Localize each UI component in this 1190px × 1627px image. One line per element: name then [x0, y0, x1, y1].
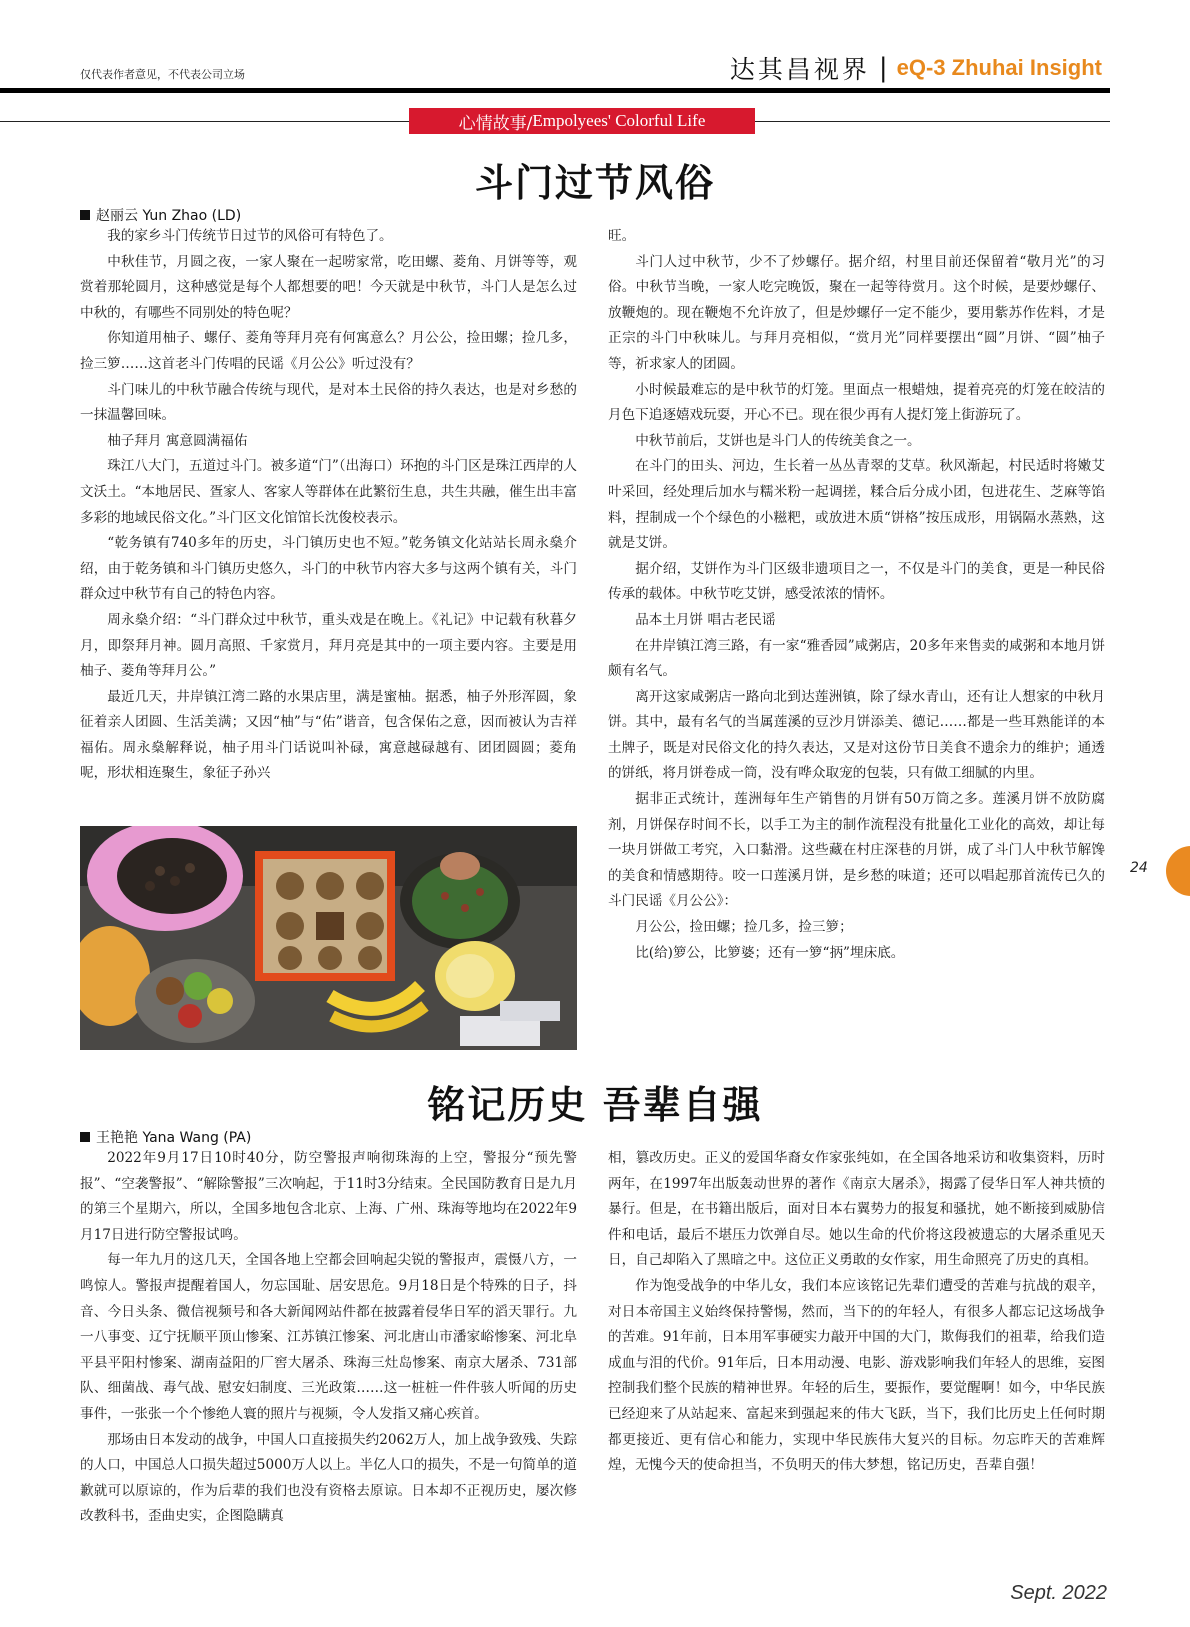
disclaimer: 仅代表作者意见，不代表公司立场: [80, 68, 245, 81]
section-label: [409, 108, 755, 134]
paragraph: 中秋佳节，月圆之夜，一家人聚在一起唠家常，吃田螺、菱角、月饼等等，观赏着那轮圆月，这种感觉是每个人都想要的吧！今天就是中秋节，斗门人是怎么过中秋的，有哪些不同别处的特色呢？: [80, 253, 577, 321]
subheading: 品本土月饼 唱古老民谣: [635, 611, 776, 628]
paragraph: 我的家乡斗门传统节日过节的风俗可有特色了。: [107, 228, 393, 244]
paragraph: 周永燊介绍：“斗门群众过中秋节，重头戏是在晚上。《礼记》中记载有秋暮夕月，即祭拜月神。圆月高照、千家赏月，拜月亮是其中的一项主要内容。主要是用柚子、菱角等拜月公。”: [80, 611, 577, 680]
article2-author: 王艳艳 Yana Wang (PA): [96, 1130, 252, 1146]
folk-rhyme-line: 月公公，捡田螺；捡几多，捡三箩；: [635, 919, 853, 936]
article2-title: 铭记历史 吾辈自强: [427, 1082, 763, 1127]
issue-date: Sept. 2022: [1010, 1582, 1107, 1604]
paragraph: 据非正式统计，莲洲每年生产销售的月饼有50万筒之多。莲溪月饼不放防腐剂，月饼保存时间不长，以手工为主的制作流程没有批量化工业化的高效，却让每一块月饼做工考究，入口黏滑。这些藏在村庄深巷的月饼，成了斗门人中秋节解馋的美食和情感期待。咬一口莲溪月饼，是乡愁的味道；还可以唱起那首流传已久的斗门民谣《月公公》：: [608, 791, 1105, 910]
paragraph: 据介绍，艾饼作为斗门区级非遗项目之一，不仅是斗门的美食，更是一种民俗传承的载体。中秋节吃艾饼，感受浓浓的情怀。: [608, 560, 1105, 603]
article2-left-column: [80, 1146, 577, 1530]
section-label-cn: 心情故事/: [458, 113, 533, 134]
byline-square-icon: [80, 210, 90, 220]
brand-chinese: 达其昌视界: [729, 55, 870, 84]
paragraph: “乾务镇有740多年的历史，斗门镇历史也不短。”乾务镇文化站站长周永燊介绍，由于乾务镇和斗门镇历史悠久，斗门的中秋节内容大多与这两个镇有关，斗门群众过中秋节有自己的特色内容。: [80, 535, 577, 603]
section-label-en: Empolyees' Colorful Life: [532, 111, 706, 130]
article1-byline: [80, 205, 241, 225]
paragraph: 最近几天，井岸镇江湾二路的水果店里，满是蜜柚。据悉，柚子外形浑圆，象征着亲人团圆、生活美满；又因“柚”与“佑”谐音，包含保佑之意，因而被认为吉祥福佑。周永燊解释说，柚子用斗门话说叫补碌，寓意越碌越有、团团圆圆；菱角呢，形状相连聚生，象征子孙兴: [80, 688, 577, 782]
paragraph: 小时候最难忘的是中秋节的灯笼。里面点一根蜡烛，提着亮亮的灯笼在皎洁的月色下追逐嬉戏玩耍，开心不已。现在很少再有人提灯笼上街游玩了。: [608, 381, 1105, 424]
article1-author: 赵丽云 Yun Zhao (LD): [96, 208, 242, 224]
article2-byline: [80, 1127, 251, 1147]
article1-title: 斗门过节风俗: [474, 160, 715, 205]
paragraph: 每一年九月的这几天，全国各地上空都会回响起尖锐的警报声，震慑八方，一鸣惊人。警报声提醒着国人，勿忘国耻、居安思危。9月18日是个特殊的日子，抖音、今日头条、微信视频号和各大新闻网站件都在披露着侵华日军的滔天罪行。九一八事变、辽宁抚顺平顶山惨案、江苏镇江惨案、河北唐山市潘家峪惨案、河北阜平县平阳村惨案、湖南益阳的厂窖大屠杀、珠海三灶岛惨案、南京大屠杀、731部队、细菌战、毒气战、慰安妇制度、三光政策……这一桩桩一件件骇人听闻的历史事件，一张张一个个惨绝人寰的照片与视频，令人发指又痛心疾首。: [80, 1252, 577, 1422]
article1-right-column: [608, 224, 1105, 966]
header-thick-rule: [0, 88, 1110, 93]
paragraph: 珠江八大门，五道过斗门。被多道“门”（出海口）环抱的斗门区是珠江西岸的人文沃土。“本地居民、疍家人、客家人等群体在此繁衍生息，共生共融，催生出丰富多彩的地域民俗文化。”斗门区文化馆馆长沈俊校表示。: [80, 458, 577, 526]
paragraph: 斗门味儿的中秋节融合传统与现代，是对本土民俗的持久表达，也是对乡愁的一抹温馨回味。: [80, 381, 577, 424]
photo-illustration: [80, 826, 577, 1050]
paragraph: 旺。: [608, 228, 636, 244]
page-number: 24: [1130, 860, 1148, 876]
article2-right-column: [608, 1146, 1105, 1479]
subheading: 柚子拜月 寓意圆满福佑: [107, 432, 248, 449]
paragraph: 那场由日本发动的战争，中国人口直接损失约2062万人，加上战争致残、失踪的人口，中国总人口损失超过5000万人以上。半亿人口的损失，不是一句简单的道歉就可以原谅的，作为后辈的我们也没有资格去原谅。日本却不正视历史，屡次修改教科书，歪曲史实，企图隐瞒真: [80, 1431, 577, 1525]
byline-square-icon: [80, 1132, 90, 1142]
folk-rhyme-line: 比(给)箩公，比箩婆；还有一箩“抦”埋床底。: [635, 944, 905, 961]
mid-autumn-offerings-photo: [80, 826, 577, 1050]
paragraph: 中秋节前后，艾饼也是斗门人的传统美食之一。: [635, 432, 921, 449]
brand-separator: |: [878, 53, 888, 83]
page-tab-marker: [1166, 846, 1190, 896]
paragraph: 离开这家咸粥店一路向北到达莲洲镇，除了绿水青山，还有让人想家的中秋月饼。其中，最有名气的当属莲溪的豆沙月饼添美、德记……都是一些耳熟能详的本土牌子，既是对民俗文化的持久表达，又是对这份节日美食不遗余力的维护；通透的饼纸，将月饼卷成一筒，没有哗众取宠的包装，只有做工细腻的内里。: [608, 688, 1105, 782]
paragraph: 斗门人过中秋节，少不了炒螺仔。据介绍，村里目前还保留着“敬月光”的习俗。中秋节当晚，一家人吃完晚饭，聚在一起等待赏月。这个时候，是要炒螺仔、放鞭炮的。现在鞭炮不允许放了，但是炒螺仔一定不能少，要用紫苏作佐料，才是正宗的斗门中秋味儿。与拜月亮相似，“赏月光”同样要摆出“圆”月饼、“圆”柚子等，祈求家人的团圆。: [608, 253, 1105, 372]
paragraph: 相，篡改历史。正义的爱国华裔女作家张纯如，在全国各地采访和收集资料，历时两年，在1997年出版轰动世界的著作《南京大屠杀》，揭露了侵华日军人神共愤的暴行。但是，在书籍出版后，面对日本右翼势力的报复和骚扰，她不断接到威胁信件和电话，最后不堪压力饮弹自尽。她以生命的代价将这段被遗忘的大屠杀重见天日，自己却陷入了黑暗之中。这位正义勇敢的女作家，用生命照亮了历史的真相。: [608, 1150, 1105, 1269]
brand-english: eQ-3 Zhuhai Insight: [896, 55, 1102, 80]
paragraph: 在斗门的田头、河边，生长着一丛丛青翠的艾草。秋风渐起，村民适时将嫩艾叶采回，经处理后加水与糯米粉一起调搓，糅合后分成小团，包进花生、芝麻等馅料，捏制成一个个绿色的小糍粑，或放进木质“饼格”按压成形，用锅隔水蒸熟，这就是艾饼。: [608, 458, 1105, 552]
article1-left-column: [80, 224, 577, 787]
paragraph: 在井岸镇江湾三路，有一家“雅香园”咸粥店，20多年来售卖的咸粥和本地月饼颇有名气。: [608, 637, 1105, 680]
masthead-brand: [730, 50, 1102, 86]
paragraph: 作为饱受战争的中华儿女，我们本应该铭记先辈们遭受的苦难与抗战的艰辛，对日本帝国主义始终保持警惕，然而，当下的的年轻人，有很多人都忘记这场战争的苦难。91年前，日本用军事硬实力敲开中国的大门，欺侮我们的祖辈，给我们造成血与泪的代价。91年后，日本用动漫、电影、游戏影响我们年轻人的思维，妄图控制我们整个民族的精神世界。年轻的后生，要振作，要觉醒啊！如今，中华民族已经迎来了从站起来、富起来到强起来的伟大飞跃，当下，我们比历史上任何时期都更接近、更有信心和能力，实现中华民族伟大复兴的目标。勿忘昨天的苦难辉煌，无愧今天的使命担当，不负明天的伟大梦想，铭记历史，吾辈自强！: [608, 1277, 1105, 1474]
paragraph: 2022年9月17日10时40分，防空警报声响彻珠海的上空，警报分“预先警报”、“空袭警报”、“解除警报”三次响起，于11时3分结束。全民国防教育日是九月的第三个星期六，所以，全国多地包含北京、上海、广州、珠海等地均在2022年9月17日进行防空警报试鸣。: [80, 1150, 577, 1243]
paragraph: 你知道用柚子、螺仔、菱角等拜月亮有何寓意么？月公公，捡田螺；捡几多，捡三箩……这首老斗门传唱的民谣《月公公》听过没有？: [80, 330, 577, 372]
